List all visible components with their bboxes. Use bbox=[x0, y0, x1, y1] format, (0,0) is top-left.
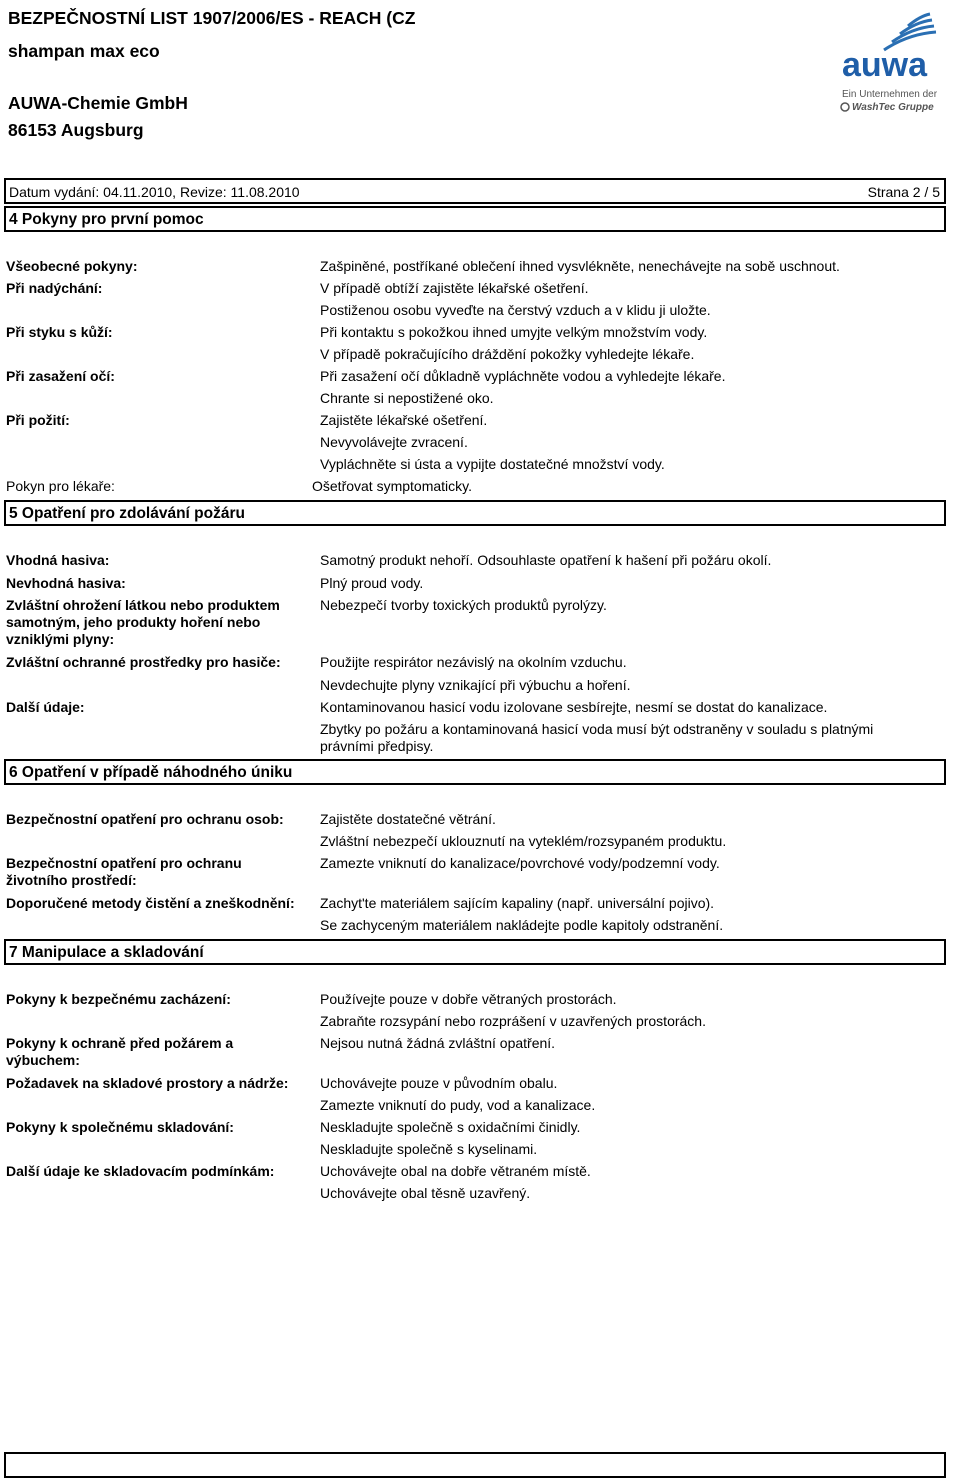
field-label: Pokyny k společnému skladování: bbox=[6, 1119, 234, 1135]
field-label: Další údaje: bbox=[6, 699, 85, 715]
field-label: Při zasažení očí: bbox=[6, 368, 115, 384]
field-value: Zašpiněné, postříkané oblečení ihned vysvlékněte, nenechávejte na sobě uschnout. bbox=[320, 258, 840, 274]
field-value: Při kontaktu s pokožkou ihned umyjte velkým množstvím vody. bbox=[320, 324, 708, 340]
svg-text:WashTec Gruppe: WashTec Gruppe bbox=[852, 102, 934, 113]
field-value: Zvláštní nebezpečí uklouznutí na vyteklém/rozsypaném produktu. bbox=[320, 833, 727, 849]
svg-text:Ein Unternehmen der: Ein Unternehmen der bbox=[842, 89, 938, 100]
field-value: Při zasažení očí důkladně vypláchněte vodou a vyhledejte lékaře. bbox=[320, 368, 726, 384]
field-value: Nevyvolávejte zvracení. bbox=[320, 434, 468, 450]
field-label: Bezpečnostní opatření pro ochranu osob: bbox=[6, 811, 284, 827]
page-number: Strana 2 / 5 bbox=[867, 184, 940, 200]
field-value: Neskladujte společně s kyselinami. bbox=[320, 1141, 538, 1157]
field-label: Doporučené metody čistění a zneškodnění: bbox=[6, 895, 295, 911]
field-label: Požadavek na skladové prostory a nádrže: bbox=[6, 1075, 289, 1091]
field-value: Zajistěte dostatečné větrání. bbox=[320, 811, 496, 827]
section-7-heading: 7 Manipulace a skladování bbox=[4, 939, 946, 965]
field-label: Nevhodná hasiva: bbox=[6, 575, 126, 591]
field-value: Použijte respirátor nezávislý na okolním vzduchu. bbox=[320, 654, 627, 670]
field-value: Chrante si nepostižené oko. bbox=[320, 390, 494, 406]
field-value: V případě obtíží zajistěte lékařské ošetření. bbox=[320, 280, 589, 296]
field-value: Kontaminovanou hasicí vodu izolovane sesbírejte, nesmí se dostat do kanalizace. bbox=[320, 699, 828, 715]
company-name: AUWA-Chemie GmbH bbox=[8, 93, 188, 113]
field-value: Vypláchněte si ústa a vypijte dostatečné množství vody. bbox=[320, 456, 665, 472]
field-value: Samotný produkt nehoří. Odsouhlaste opatření k hašení při požáru okolí. bbox=[320, 552, 772, 568]
product-name: shampan max eco bbox=[8, 41, 160, 61]
company-city: 86153 Augsburg bbox=[8, 120, 144, 140]
field-label: Pokyny k bezpečnému zacházení: bbox=[6, 991, 231, 1007]
field-value: Zamezte vniknutí do pudy, vod a kanalizace. bbox=[320, 1097, 596, 1113]
info-bar bbox=[4, 178, 946, 204]
field-label: Další údaje ke skladovacím podmínkám: bbox=[6, 1163, 275, 1179]
footer-bar bbox=[4, 1452, 946, 1478]
field-label: Při nadýchání: bbox=[6, 280, 103, 296]
field-value: Ošetřovat symptomaticky. bbox=[312, 478, 473, 494]
field-value: Neskladujte společně s oxidačními činidly. bbox=[320, 1119, 581, 1135]
auwa-logo-graphic bbox=[838, 12, 952, 120]
field-value: Zabraňte rozsypání nebo rozprášení v uzavřených prostorách. bbox=[320, 1013, 706, 1029]
document-title: BEZPEČNOSTNÍ LIST 1907/2006/ES - REACH (CZ bbox=[8, 8, 416, 28]
field-value: Uchovávejte pouze v původním obalu. bbox=[320, 1075, 558, 1091]
field-label: Zvláštní ohrožení látkou nebo produktem samotným, jeho produkty hoření nebo vzniklými plyny: bbox=[6, 597, 280, 647]
field-value: Se zachyceným materiálem nakládejte podle kapitoly odstranění. bbox=[320, 917, 724, 933]
field-value: Nevdechujte plyny vznikající při výbuchu a hoření. bbox=[320, 677, 631, 693]
section-5-heading: 5 Opatření pro zdolávání požáru bbox=[4, 500, 946, 526]
field-value: Plný proud vody. bbox=[320, 575, 424, 591]
field-label: Při styku s kůží: bbox=[6, 324, 113, 340]
field-label: Všeobecné pokyny: bbox=[6, 258, 138, 274]
section-6-heading: 6 Opatření v případě náhodného úniku bbox=[4, 759, 946, 785]
field-value: V případě pokračujícího dráždění pokožky vyhledejte lékaře. bbox=[320, 346, 695, 362]
field-value: Zajistěte lékařské ošetření. bbox=[320, 412, 488, 428]
field-label: Pokyn pro lékaře: bbox=[6, 478, 115, 494]
field-value: Zachyt'te materiálem sajícím kapaliny (např. universální pojivo). bbox=[320, 895, 715, 911]
field-label: Zvláštní ochranné prostředky pro hasiče: bbox=[6, 654, 281, 670]
section-4-heading: 4 Pokyny pro první pomoc bbox=[4, 206, 946, 232]
field-value: Používejte pouze v dobře větraných prostorách. bbox=[320, 991, 617, 1007]
field-value: Zbytky po požáru a kontaminovaná hasicí voda musí být odstraněny v souladu s platnými právními předpisy. bbox=[320, 721, 874, 754]
field-value: Uchovávejte obal na dobře větraném místě. bbox=[320, 1163, 591, 1179]
field-value: Postiženou osobu vyveďte na čerstvý vzduch a v klidu ji uložte. bbox=[320, 302, 711, 318]
field-value: Zamezte vniknutí do kanalizace/povrchové vody/podzemní vody. bbox=[320, 855, 720, 871]
field-label: Pokyny k ochraně před požárem a výbuchem: bbox=[6, 1035, 234, 1068]
field-label: Bezpečnostní opatření pro ochranu životního prostředí: bbox=[6, 855, 242, 888]
field-label: Při požití: bbox=[6, 412, 70, 428]
issue-dates: Datum vydání: 04.11.2010, Revize: 11.08.2010 bbox=[9, 184, 300, 200]
svg-text:auwa: auwa bbox=[842, 46, 928, 84]
field-value: Nebezpečí tvorby toxických produktů pyrolýzy. bbox=[320, 597, 607, 613]
field-value: Uchovávejte obal těsně uzavřený. bbox=[320, 1185, 531, 1201]
field-label: Vhodná hasiva: bbox=[6, 552, 110, 568]
auwa-logo bbox=[838, 12, 952, 120]
field-value: Nejsou nutná žádná zvláštní opatření. bbox=[320, 1035, 556, 1051]
